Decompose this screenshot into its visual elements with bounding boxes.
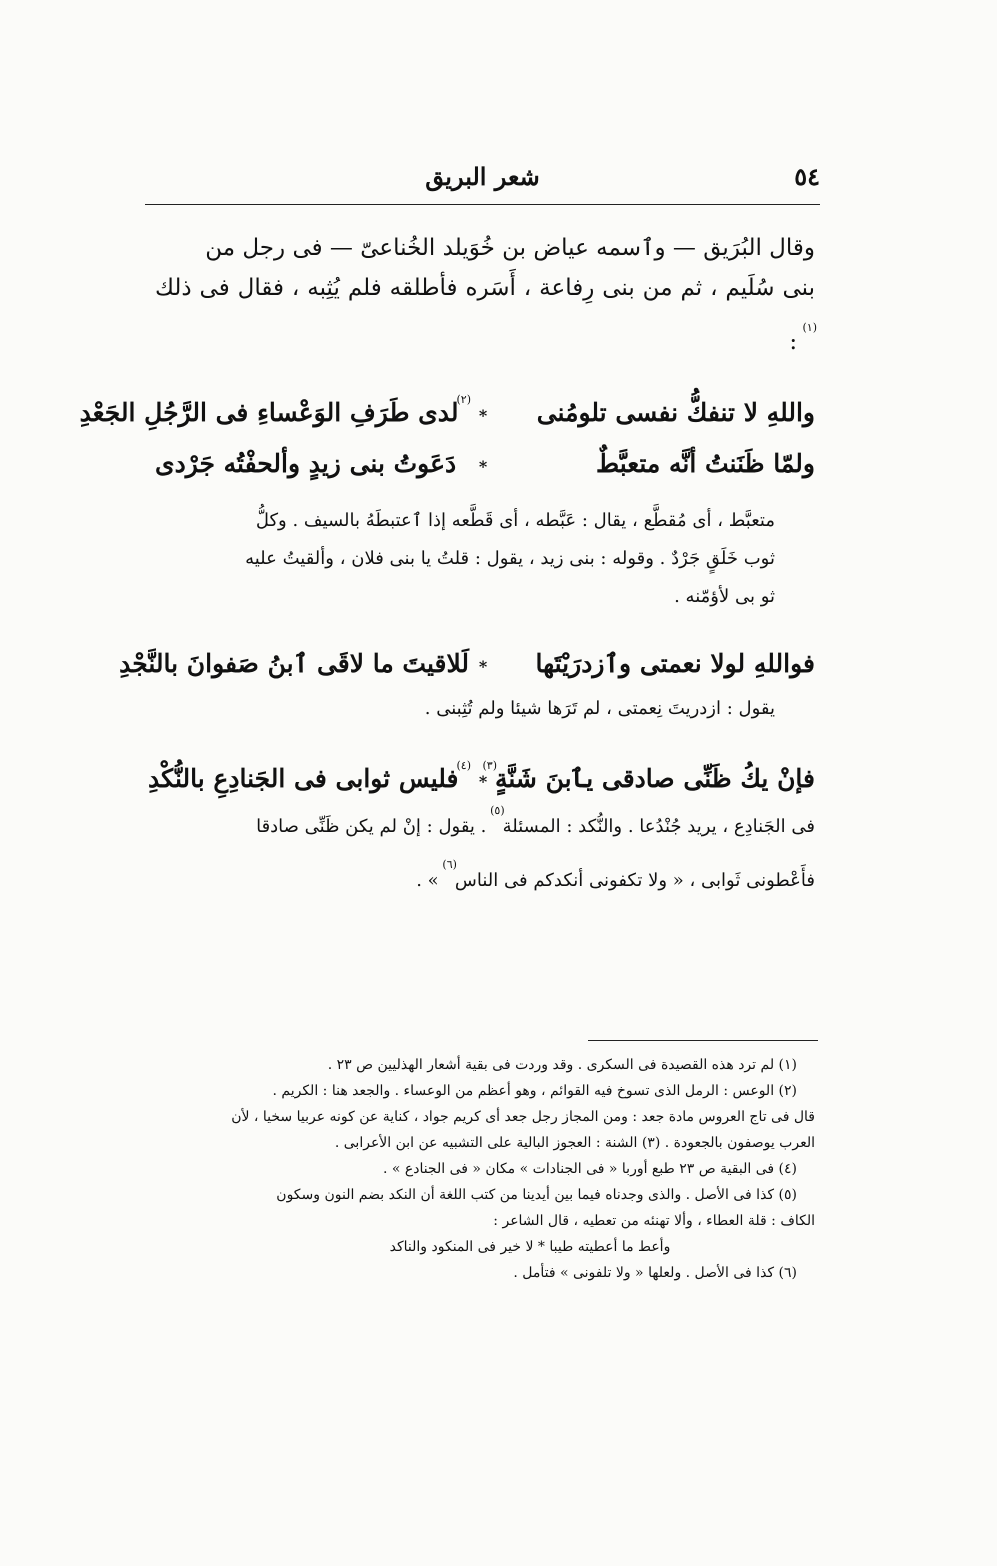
footnote-1: (١) لم ترد هذه القصيدة فى السكرى . وقد وردت فى بقية أشعار الهذليين ص ٢٣ . — [327, 1057, 797, 1073]
footnote-ref-2: (٢) — [456, 393, 471, 406]
footnote-5-verse: وأعط ما أعطيته طيبا * لا خير فى المنكود والناكد — [389, 1239, 671, 1255]
main-text — [79, 228, 817, 900]
verse-1-second-hemistich — [79, 374, 471, 439]
commentary-3-line-2-end: » . — [416, 870, 445, 891]
intro-line-2-end: : — [789, 329, 805, 355]
footnote-ref-5: (٥) — [490, 804, 505, 817]
verse-separator: * — [478, 772, 488, 791]
commentary-3-line-2: فأَعْطونى ثَوابى ، « ولا تكفونى أنكدكم فى الناس — [454, 870, 815, 891]
commentary-1-line-1: متعبَّط ، أى مُقطَّع ، يقال : عَبَّطه ، أى قَطَّعه إذا ٱعتبطَهُ بالسيف . وكلُّ — [255, 510, 775, 531]
commentary-2-line-1: يقول : ازدريتَ نِعمتى ، لم تَرَها شيئا ولم تُثِبنى . — [424, 698, 775, 719]
header-rule — [145, 204, 820, 205]
footnote-rule — [588, 1040, 818, 1041]
footnote-ref-4: (٤) — [456, 759, 471, 772]
intro-line-2: بنى سُلَيم ، ثم من بنى رِفاعة ، أَسَره فأطلقه فلم يُثِبه ، فقال فى ذلك — [155, 275, 815, 301]
commentary-3 — [155, 792, 815, 900]
commentary-3-line-1: فى الجَنادِع ، يريد جُنْدُعا . والنُّكد : المسئلة — [502, 816, 815, 837]
footnote-2-line-3: العرب يوصفون بالجعودة . (٣) الشنة : العجوز البالية على التشبيه عن ابن الأعرابى . — [334, 1135, 815, 1151]
verse-3-first-hemistich: فواللهِ لولا نعمتى وٱزدرَيْتَها — [535, 649, 815, 678]
intro-line-1: وقال البُرَيق — وٱسمه عياض بن خُوَيلد الخُناعىّ — فى رجل من — [205, 235, 815, 261]
running-title: شعر البريق — [425, 162, 540, 191]
verse-2-second-hemistich: دَعَوتُ بنى زيدٍ وألحفْتُه جَرْدى — [155, 449, 457, 478]
commentary-1-line-2: ثوب خَلَقٍ جَرْدٌ . وقوله : بنى زيد ، يقول : قلتُ يا بنى فلان ، وألقيتُ عليه — [245, 548, 775, 569]
footnote-5-line-1: (٥) كذا فى الأصل . والذى وجدناه فيما بين أيدينا من كتب اللغة أن النكد بضم النون وسكون — [276, 1187, 797, 1203]
footnote-4: (٤) فى البقية ص ٢٣ طبع أوربا « فى الجنادات » مكان « فى الجنادع » . — [382, 1161, 797, 1177]
footnote-6: (٦) كذا فى الأصل . ولعلها « ولا تلفونى » فتأمل . — [513, 1265, 797, 1281]
page-number: ٥٤ — [794, 162, 820, 191]
commentary-1 — [155, 502, 815, 616]
verse-3 — [119, 638, 815, 690]
intro-paragraph — [155, 228, 815, 362]
verse-2 — [155, 438, 815, 490]
commentary-1-line-3: ثو بى لأؤمّنه . — [674, 586, 775, 607]
footnote-2-line-2: قال فى تاج العروس مادة جعد : ومن المجاز رجل جعد أى كريم جواد ، كناية عن كونه عربيا سخيا ، لأن — [231, 1109, 815, 1125]
verse-4 — [148, 740, 815, 793]
footnote-ref-3: (٣) — [482, 759, 497, 772]
footnote-5-line-2: الكاف : قلة العطاء ، وألا تهنئه من تعطيه ، قال الشاعر : — [493, 1213, 815, 1229]
verse-1-second-hemistich-text: لدى طَرَفِ الوَعْساءِ فى الرَّجُلِ الجَعْدِ — [79, 398, 459, 427]
verse-separator: * — [478, 406, 488, 425]
verse-separator: * — [478, 457, 488, 476]
verse-1-first-hemistich: واللهِ لا تنفكُّ نفسى تلومُنى — [536, 398, 815, 427]
verse-separator: * — [478, 657, 488, 676]
commentary-2 — [155, 690, 815, 728]
footnote-ref-1: (١) — [802, 321, 817, 334]
verse-2-first-hemistich: ولمّا ظَنَنتُ أنَّه متعبَّطٌ — [596, 449, 815, 478]
verse-3-second-hemistich: لَلاقيتَ ما لاقَى ٱبنُ صَفوانَ بالنَّجْدِ — [119, 649, 469, 678]
footnote-ref-6: (٦) — [442, 858, 457, 871]
page-header — [145, 160, 820, 204]
footnote-2-line-1: (٢) الوعس : الرمل الذى تسوخ فيه القوائم ، وهو أعظم من الوعساء . والجعد هنا : الكريم . — [272, 1083, 797, 1099]
verse-4-second-hemistich-text: فليس ثوابى فى الجَنادِعِ بالنُّكْدِ — [148, 764, 459, 793]
footnotes — [155, 1052, 815, 1286]
verse-4-first-hemistich-text: فإنْ يكُ ظَنِّى صادقى يٱبنَ شَنَّةٍ — [494, 764, 815, 793]
verse-1 — [79, 374, 815, 427]
commentary-3-line-1-end: . يقول : إنْ لم يكن ظَنِّى صادقا — [256, 816, 493, 837]
